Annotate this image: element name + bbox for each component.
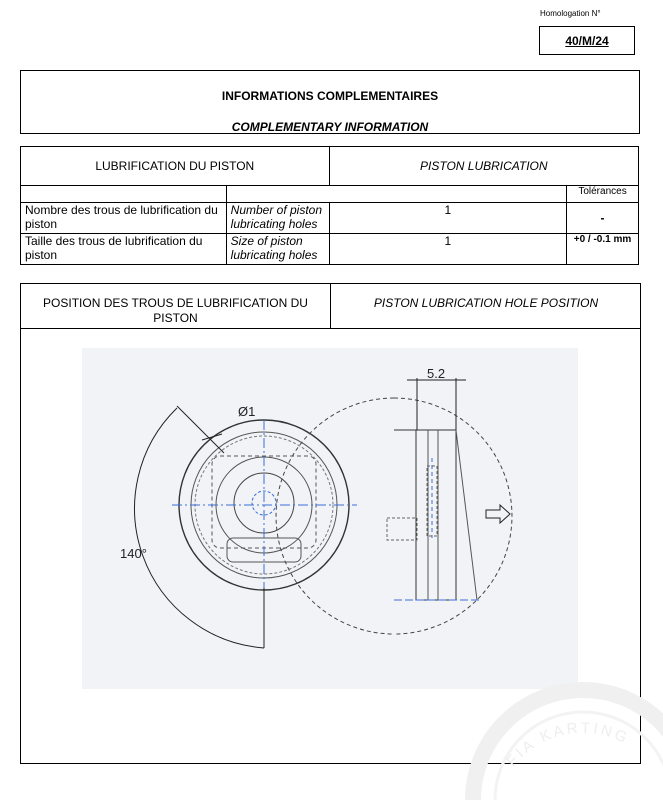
side-arc-left bbox=[394, 398, 512, 634]
position-header bbox=[21, 284, 640, 329]
row-tolerance: +0 / -0.1 mm bbox=[567, 234, 639, 265]
table-row bbox=[21, 203, 639, 234]
diameter-tick bbox=[202, 434, 222, 440]
row-label-fr: Nombre des trous de lubrification du piston bbox=[21, 203, 227, 234]
lubrication-title-en: PISTON LUBRICATION bbox=[329, 147, 638, 186]
dim-diameter: Ø1 bbox=[238, 404, 256, 419]
table-row bbox=[21, 234, 639, 265]
direction-arrow-icon bbox=[486, 505, 510, 523]
side-body bbox=[416, 430, 456, 600]
piston-drawing-svg bbox=[82, 348, 578, 689]
tolerance-header: Tolérances bbox=[567, 186, 639, 203]
technical-drawing bbox=[82, 348, 578, 689]
row-tolerance: - bbox=[567, 203, 639, 234]
position-title-en: PISTON LUBRICATION HOLE POSITION bbox=[373, 296, 599, 310]
fia-karting-seal bbox=[453, 680, 663, 800]
info-title-fr: INFORMATIONS COMPLEMENTAIRES bbox=[221, 89, 439, 103]
position-title-fr: POSITION DES TROUS DE LUBRIFICATION DU PISTON bbox=[21, 284, 331, 328]
side-arc bbox=[276, 398, 394, 634]
svg-text:FIA KARTING bbox=[503, 720, 632, 770]
side-taper bbox=[456, 430, 477, 600]
homologation-label: Homologation N° bbox=[540, 9, 601, 18]
homologation-number: 40/M/24 bbox=[539, 26, 635, 55]
dim-width: 5.2 bbox=[427, 366, 446, 381]
lubrication-table bbox=[20, 146, 639, 265]
row-value: 1 bbox=[329, 203, 566, 234]
row-value: 1 bbox=[329, 234, 566, 265]
info-section bbox=[20, 70, 640, 134]
tol-empty-1 bbox=[21, 186, 227, 203]
row-label-fr: Taille des trous de lubrification du piston bbox=[21, 234, 227, 265]
row-label-en: Size of piston lubricating holes bbox=[226, 234, 329, 265]
dim-angle: 140° bbox=[120, 546, 147, 561]
seal-text: FIA KARTING bbox=[503, 719, 633, 770]
lubrication-title-fr: LUBRIFICATION DU PISTON bbox=[21, 147, 330, 186]
tol-empty-2 bbox=[226, 186, 566, 203]
info-title-en: COMPLEMENTARY INFORMATION bbox=[231, 120, 429, 134]
row-label-en: Number of piston lubricating holes bbox=[226, 203, 329, 234]
diameter-leader bbox=[177, 406, 224, 453]
side-pin bbox=[387, 518, 417, 540]
